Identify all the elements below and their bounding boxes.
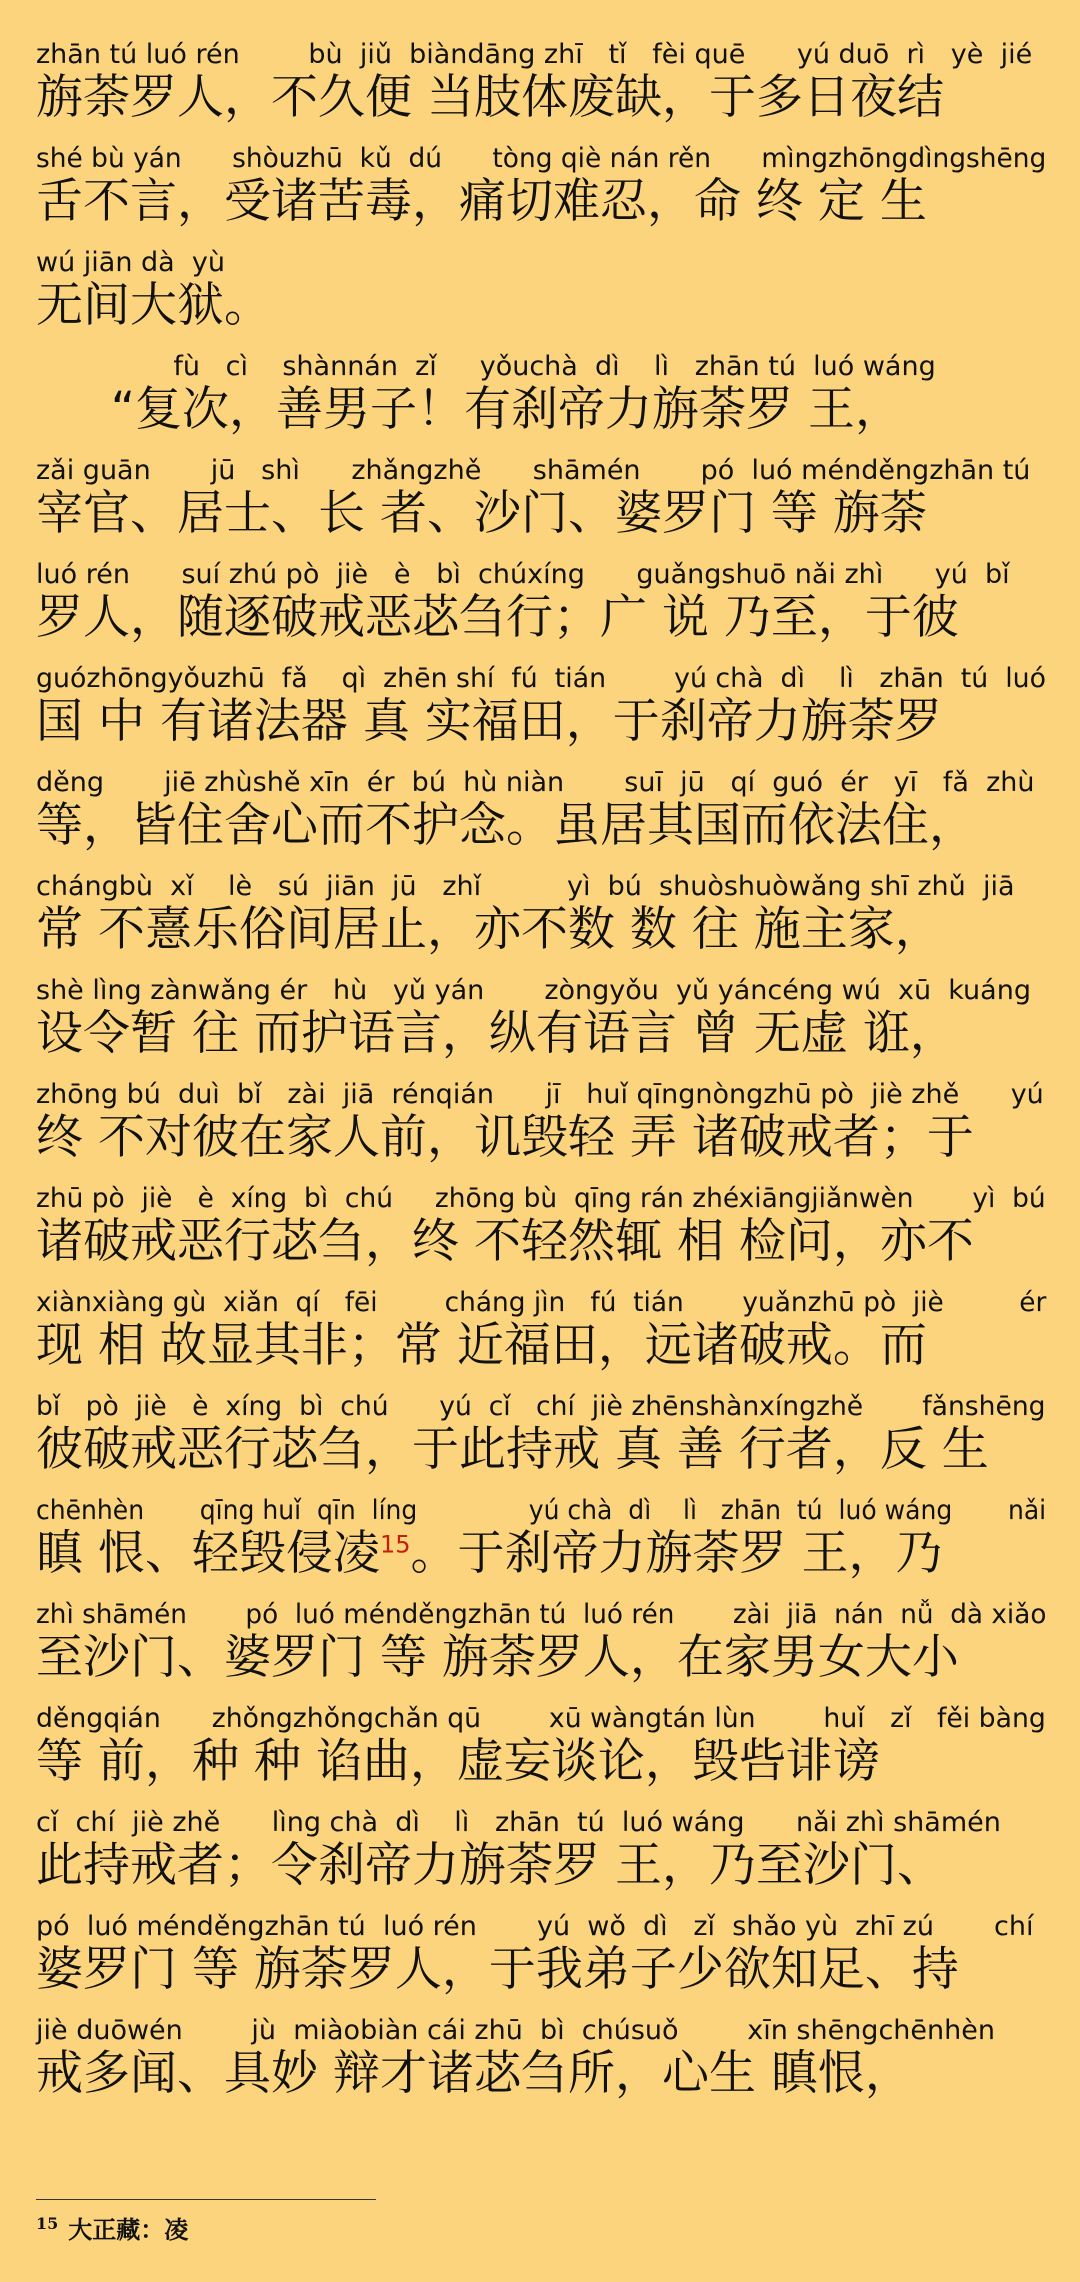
hanzi-line: [36, 2044, 912, 2104]
pinyin-line: děngqián zhǒngzhǒngchǎn qū xū wàngtán lùn huǐ zǐ fěi bàng: [36, 1703, 1046, 1734]
pinyin-line: cǐ chí jiè zhě lìng chà dì lì zhān tú luó wáng nǎi zhì shāmén: [36, 1807, 1001, 1838]
hanzi-text: 现 相 故显其非；常 近福田，远诸破戒。而: [36, 1318, 927, 1373]
hanzi-line: [36, 1732, 880, 1792]
hanzi-line: [36, 1420, 989, 1480]
text-line: [36, 2014, 1046, 2118]
pinyin-line: shé bù yán shòuzhū kǔ dú tòng qiè nán rěn mìngzhōngdìngshēng: [36, 143, 1047, 174]
pinyin-line: luó rén suí zhú pò jiè è bì chúxíng guǎngshuō nǎi zhì yú bǐ: [36, 559, 1010, 590]
hanzi-line: [36, 68, 944, 128]
hanzi-line: [36, 1940, 959, 2000]
pinyin-line: zhān tú luó rén bù jiǔ biàndāng zhī tǐ fèi quē yú duō rì yè jié: [36, 39, 1033, 70]
text-line: [36, 766, 1046, 870]
hanzi-text: 诸破戒恶行苾刍，终 不轻然辄 相 检问，亦不: [36, 1214, 974, 1269]
hanzi-text: 常 不憙乐俗间居止，亦不数 数 往 施主家，: [36, 902, 942, 957]
hanzi-text: 设令暂 往 而护语言，纵有语言 曾 无虚 诳，: [36, 1006, 957, 1061]
sutra-text: [36, 38, 1046, 2118]
pinyin-line: zǎi guān jū shì zhǎngzhě shāmén pó luó ménděngzhān tú: [36, 455, 1031, 486]
text-line: [36, 662, 1046, 766]
hanzi-line: [36, 172, 927, 232]
text-line: [36, 1494, 1046, 1598]
footnote: [36, 2210, 188, 2245]
hanzi-text: 婆罗门 等 旃荼罗人，于我弟子少欲知足、持: [36, 1942, 959, 1997]
text-line: [36, 1286, 1046, 1390]
pinyin-line: děng jiē zhùshě xīn ér bú hù niàn suī jū qí guó ér yī fǎ zhù: [36, 767, 1035, 798]
hanzi-line: [36, 1004, 957, 1064]
hanzi-line: [36, 692, 942, 752]
pinyin-line: chángbù xǐ lè sú jiān jū zhǐ yì bú shuòshuòwǎng shī zhǔ jiā: [36, 871, 1015, 902]
hanzi-text: 至沙门、婆罗门 等 旃荼罗人，在家男女大小: [36, 1630, 959, 1685]
hanzi-line: [36, 796, 976, 856]
hanzi-text: 旃荼罗人，不久便 当肢体废缺，于多日夜结: [36, 70, 944, 125]
footnote-marker[interactable]: 15: [379, 1530, 411, 1559]
footnote-number: 15: [36, 2214, 59, 2233]
text-line: [36, 246, 1046, 350]
hanzi-text: 舌不言，受诸苦毒，痛切难忍，命 终 定 生: [36, 174, 927, 229]
hanzi-line: [36, 588, 959, 648]
text-line: [36, 870, 1046, 974]
pinyin-line: bǐ pò jiè è xíng bì chú yú cǐ chí jiè zhēnshànxíngzhě fǎnshēng: [36, 1391, 1046, 1422]
pinyin-line: wú jiān dà yù: [36, 247, 225, 278]
text-line: [36, 974, 1046, 1078]
hanzi-text: 瞋 恨、轻毁侵凌: [36, 1526, 380, 1581]
pinyin-line: fù cì shànnán zǐ yǒuchà dì lì zhān tú luó wáng: [36, 351, 936, 382]
pinyin-line: jiè duōwén jù miàobiàn cái zhū bì chúsuǒ xīn shēngchēnhèn: [36, 2015, 995, 2046]
hanzi-line: [36, 380, 902, 440]
text-line: [36, 1806, 1046, 1910]
text-line: [36, 1182, 1046, 1286]
hanzi-text: 国 中 有诸法器 真 实福田，于刹帝力旃荼罗: [36, 694, 942, 749]
hanzi-line: [36, 1212, 974, 1272]
text-line: [36, 1598, 1046, 1702]
hanzi-text: 。于刹帝力旃荼罗 王，乃: [410, 1526, 943, 1581]
footnote-divider: [36, 2199, 376, 2200]
text-line: [36, 558, 1046, 662]
hanzi-text: 宰官、居士、长 者、沙门、婆罗门 等 旃荼: [36, 486, 927, 541]
hanzi-text: 无间大狱。: [36, 278, 271, 333]
pinyin-line: zhū pò jiè è xíng bì chú zhōng bù qīng rán zhéxiāngjiǎnwèn yì bú: [36, 1183, 1046, 1214]
hanzi-line: [36, 900, 942, 960]
footnote-text: 大正藏：凌: [68, 2215, 189, 2244]
hanzi-line: [36, 1836, 944, 1896]
pinyin-line: chēnhèn qīng huǐ qīn líng yú chà dì lì zhān tú luó wáng nǎi: [36, 1495, 1047, 1526]
text-line: [36, 142, 1046, 246]
pinyin-line: pó luó ménděngzhān tú luó rén yú wǒ dì zǐ shǎo yù zhī zú chí: [36, 1911, 1034, 1942]
pinyin-line: zhì shāmén pó luó ménděngzhān tú luó rén zài jiā nán nǚ dà xiǎo: [36, 1599, 1047, 1630]
pinyin-line: zhōng bú duì bǐ zài jiā rénqián jī huǐ qīngnòngzhū pò jiè zhě yú: [36, 1079, 1044, 1110]
text-line: [36, 1910, 1046, 2014]
hanzi-text: 罗人，随逐破戒恶苾刍行；广 说 乃至，于彼: [36, 590, 959, 645]
text-line: [36, 454, 1046, 558]
text-line: [36, 38, 1046, 142]
text-line: [36, 1702, 1046, 1806]
pinyin-line: xiànxiàng gù xiǎn qí fēi cháng jìn fú tián yuǎnzhū pò jiè ér: [36, 1287, 1047, 1318]
hanzi-line: [36, 1524, 942, 1584]
hanzi-text: 戒多闻、具妙 辩才诸苾刍所，心生 瞋恨，: [36, 2046, 912, 2101]
hanzi-line: [36, 484, 927, 544]
hanzi-text: 等，皆住舍心而不护念。虽居其国而依法住，: [36, 798, 976, 853]
pinyin-line: guózhōngyǒuzhū fǎ qì zhēn shí fú tián yú chà dì lì zhān tú luó: [36, 663, 1046, 694]
text-line: [36, 1078, 1046, 1182]
hanzi-line: [36, 1628, 959, 1688]
hanzi-text: 等 前，种 种 谄曲，虚妄谈论，毁呰诽谤: [36, 1734, 880, 1789]
hanzi-text: “复次，善男子！有刹帝力旃荼罗 王，: [36, 382, 902, 437]
hanzi-line: [36, 1108, 974, 1168]
text-line: [36, 350, 1046, 454]
hanzi-text: 终 不对彼在家人前，讥毁轻 弄 诸破戒者；于: [36, 1110, 974, 1165]
hanzi-line: [36, 1316, 927, 1376]
text-line: [36, 1390, 1046, 1494]
hanzi-line: [36, 276, 271, 336]
hanzi-text: 彼破戒恶行苾刍，于此持戒 真 善 行者，反 生: [36, 1422, 989, 1477]
hanzi-text: 此持戒者；令刹帝力旃荼罗 王，乃至沙门、: [36, 1838, 944, 1893]
pinyin-line: shè lìng zànwǎng ér hù yǔ yán zòngyǒu yǔ yáncéng wú xū kuáng: [36, 975, 1031, 1006]
